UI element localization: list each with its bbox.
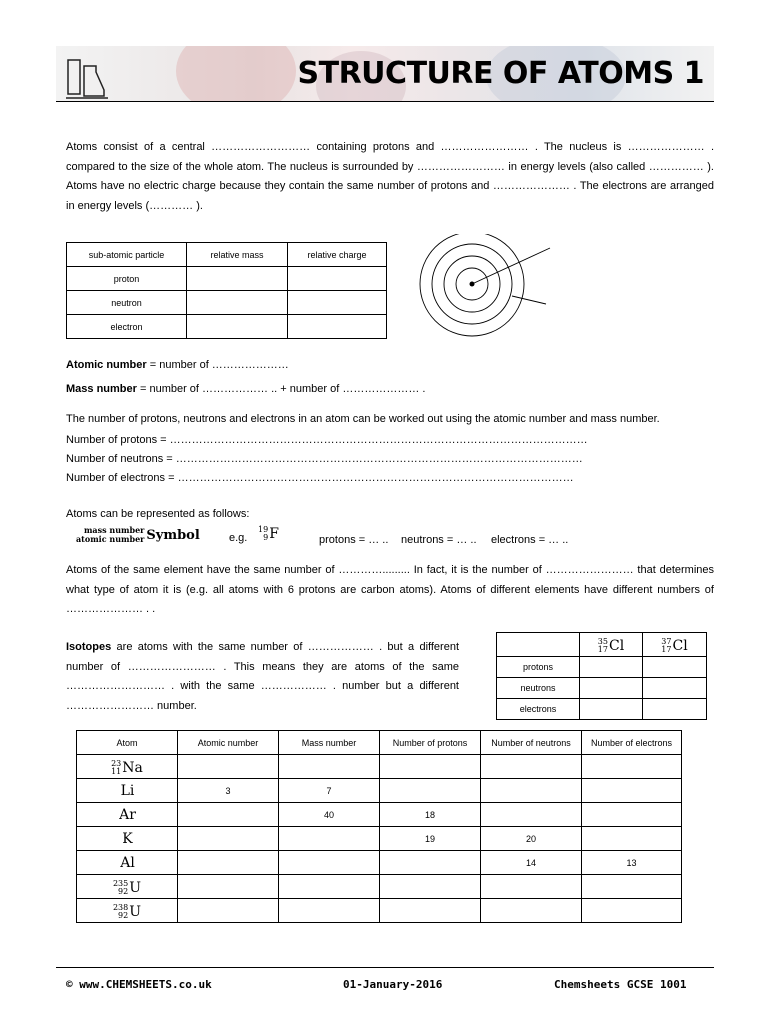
nuclide-symbol: F bbox=[269, 526, 279, 542]
mass-number-caption: mass number bbox=[83, 525, 145, 535]
page-title: STRUCTURE OF ATOMS 1 bbox=[297, 56, 704, 91]
answer-cell[interactable] bbox=[178, 875, 279, 899]
answer-cell[interactable] bbox=[279, 755, 380, 779]
table-row bbox=[67, 267, 387, 291]
answer-cell[interactable] bbox=[481, 803, 582, 827]
table-row bbox=[67, 315, 387, 339]
answer-cell[interactable] bbox=[481, 779, 582, 803]
nuclide-mass: 35 bbox=[597, 636, 608, 646]
isotopes-label: Isotopes bbox=[66, 641, 112, 653]
table-corner bbox=[497, 633, 580, 657]
working-out-intro: The number of protons, neutrons and electrons in an atom can be worked out using the atomic number and mass number. bbox=[66, 413, 660, 425]
answer-cell[interactable] bbox=[380, 851, 481, 875]
atom-table bbox=[76, 730, 682, 923]
answer-cell[interactable] bbox=[481, 899, 582, 923]
fluorine-notation bbox=[258, 526, 279, 542]
table-header: Number of protons bbox=[380, 731, 481, 755]
answer-cell[interactable] bbox=[582, 779, 682, 803]
atom-cell bbox=[77, 755, 178, 779]
mass-number-label: Mass number bbox=[66, 383, 137, 395]
answer-cell[interactable] bbox=[580, 699, 643, 720]
eg-protons: protons = … .. bbox=[319, 534, 389, 546]
electrons-line: Number of electrons = ……………………………………………………………………………………………… bbox=[66, 472, 574, 484]
nuclide-atomic: 17 bbox=[661, 644, 672, 654]
answer-cell[interactable] bbox=[279, 851, 380, 875]
intro-paragraph: Atoms consist of a central ……………………… containing protons and …………………… . The nucleus is ………………… . compared to the size of the whole atom. The nucleus is surrounded by …………………… in energy levels (also called …………… ). Atoms have no electric charge because they contain the same number of protons and ………………… . The electrons are arranged in energy levels (………… ). bbox=[66, 141, 714, 212]
answer-cell[interactable] bbox=[580, 657, 643, 678]
isotopes-paragraph bbox=[66, 638, 459, 716]
nuclide-mass: 238 bbox=[112, 902, 129, 912]
answer-cell[interactable] bbox=[178, 851, 279, 875]
answer-cell[interactable] bbox=[481, 875, 582, 899]
answer-cell[interactable] bbox=[643, 678, 707, 699]
value-cell: 40 bbox=[279, 803, 380, 827]
table-row bbox=[77, 779, 682, 803]
nuclide-symbol: Na bbox=[122, 759, 143, 776]
element-paragraph: Atoms of the same element have the same number of …………......... In fact, it is the number of …………………… that determines what type of atom it is (e.g. all atoms with 6 protons are carbon atoms). Atoms of different elements have different numbers of ………………… . . bbox=[66, 564, 714, 615]
footer-rule bbox=[56, 967, 714, 968]
table-header: Number of neutrons bbox=[481, 731, 582, 755]
mass-number-definition bbox=[66, 383, 425, 395]
answer-cell[interactable] bbox=[380, 755, 481, 779]
answer-cell[interactable] bbox=[187, 267, 288, 291]
nuclide-mass: 23 bbox=[111, 758, 122, 768]
nuclide-atomic: 92 bbox=[118, 910, 129, 920]
footer-date: 01-January-2016 bbox=[343, 978, 443, 991]
answer-cell[interactable] bbox=[582, 803, 682, 827]
atom-cell bbox=[77, 803, 178, 827]
atomic-number-definition bbox=[66, 359, 289, 371]
nuclide-atomic: 11 bbox=[111, 766, 122, 776]
table-header: Mass number bbox=[279, 731, 380, 755]
value-cell: 14 bbox=[481, 851, 582, 875]
subatomic-table bbox=[66, 242, 387, 339]
answer-cell[interactable] bbox=[582, 827, 682, 851]
table-row bbox=[67, 291, 387, 315]
atom-cell bbox=[77, 875, 178, 899]
value-cell: 13 bbox=[582, 851, 682, 875]
answer-cell[interactable] bbox=[580, 678, 643, 699]
atom-cell bbox=[77, 899, 178, 923]
neutrons-line: Number of neutrons = ………………………………………………………………………………………………… bbox=[66, 453, 583, 465]
atomic-number-caption: atomic number bbox=[76, 534, 145, 544]
table-header: relative mass bbox=[187, 243, 288, 267]
nuclide-symbol: Cl bbox=[672, 637, 688, 654]
nuclide-atomic: 9 bbox=[263, 533, 269, 542]
table-row bbox=[497, 678, 707, 699]
answer-cell[interactable] bbox=[582, 875, 682, 899]
answer-cell[interactable] bbox=[481, 755, 582, 779]
mass-number-text: = number of ……………… .. + number of ………………… . bbox=[136, 383, 426, 395]
table-row bbox=[497, 699, 707, 720]
lab-glassware-icon bbox=[62, 52, 112, 102]
nuclide-symbol: U bbox=[129, 903, 142, 920]
answer-cell[interactable] bbox=[643, 657, 707, 678]
answer-cell[interactable] bbox=[187, 291, 288, 315]
answer-cell[interactable] bbox=[178, 755, 279, 779]
table-header: relative charge bbox=[288, 243, 387, 267]
answer-cell[interactable] bbox=[288, 267, 387, 291]
answer-cell[interactable] bbox=[279, 827, 380, 851]
eg-neutrons: neutrons = … .. bbox=[401, 534, 477, 546]
row-label: electron bbox=[67, 315, 187, 339]
answer-cell[interactable] bbox=[288, 315, 387, 339]
answer-cell[interactable] bbox=[582, 755, 682, 779]
eg-label: e.g. bbox=[229, 532, 248, 544]
nuclide-atomic: 92 bbox=[118, 886, 129, 896]
notation-general bbox=[76, 526, 200, 544]
symbol-caption: Symbol bbox=[146, 527, 200, 543]
answer-cell[interactable] bbox=[582, 899, 682, 923]
answer-cell[interactable] bbox=[380, 899, 481, 923]
table-row bbox=[77, 899, 682, 923]
table-row bbox=[497, 657, 707, 678]
answer-cell[interactable] bbox=[288, 291, 387, 315]
nuclide-symbol: Cl bbox=[608, 637, 625, 654]
value-cell: 18 bbox=[380, 803, 481, 827]
answer-cell[interactable] bbox=[279, 899, 380, 923]
nuclide-symbol: Li bbox=[120, 782, 135, 799]
table-row bbox=[77, 875, 682, 899]
row-label: electrons bbox=[497, 699, 580, 720]
atom-cell bbox=[77, 779, 178, 803]
chlorine-isotopes-table bbox=[496, 632, 707, 720]
row-label: neutron bbox=[67, 291, 187, 315]
answer-cell[interactable] bbox=[178, 827, 279, 851]
atomic-number-text: = number of ………………… bbox=[146, 359, 289, 371]
answer-cell[interactable] bbox=[178, 803, 279, 827]
nuclide-symbol: Al bbox=[120, 854, 135, 871]
atom-cell bbox=[77, 827, 178, 851]
value-cell: 3 bbox=[178, 779, 279, 803]
nuclide-mass: 37 bbox=[661, 636, 672, 646]
nuclide-symbol: U bbox=[129, 879, 142, 896]
table-row bbox=[77, 755, 682, 779]
answer-cell[interactable] bbox=[643, 699, 707, 720]
isotopes-text: are atoms with the same number of ……………… . but a different number of …………………… . This means they are atoms of the same ……………………… . with the same ……………… . number but a different …………………… number. bbox=[66, 641, 459, 712]
header-rule bbox=[56, 101, 714, 102]
answer-cell[interactable] bbox=[178, 899, 279, 923]
table-row bbox=[77, 803, 682, 827]
cl35-header bbox=[580, 633, 643, 657]
answer-cell[interactable] bbox=[279, 875, 380, 899]
nuclide-mass: 19 bbox=[258, 525, 269, 534]
atomic-number-label: Atomic number bbox=[66, 359, 147, 371]
table-row bbox=[77, 827, 682, 851]
table-header: Atomic number bbox=[178, 731, 279, 755]
table-header: sub-atomic particle bbox=[67, 243, 187, 267]
atom-cell bbox=[77, 851, 178, 875]
nuclide-atomic: 17 bbox=[597, 644, 608, 654]
answer-cell[interactable] bbox=[380, 779, 481, 803]
table-header: Number of electrons bbox=[582, 731, 682, 755]
footer-sheet-id: Chemsheets GCSE 1001 bbox=[554, 978, 687, 991]
value-cell: 7 bbox=[279, 779, 380, 803]
table-header: Atom bbox=[77, 731, 178, 755]
cl37-header bbox=[643, 633, 707, 657]
atom-shells-icon bbox=[418, 234, 558, 344]
nuclide-symbol: Ar bbox=[119, 806, 136, 823]
protons-line: Number of protons = …………………………………………………………………………………………………… bbox=[66, 434, 588, 446]
eg-electrons: electrons = … .. bbox=[491, 534, 569, 546]
value-cell: 20 bbox=[481, 827, 582, 851]
answer-cell[interactable] bbox=[187, 315, 288, 339]
nuclide-symbol: K bbox=[122, 830, 133, 847]
table-row bbox=[77, 851, 682, 875]
nuclide-mass: 235 bbox=[112, 878, 129, 888]
value-cell: 19 bbox=[380, 827, 481, 851]
answer-cell[interactable] bbox=[380, 875, 481, 899]
row-label: protons bbox=[497, 657, 580, 678]
footer-website: © www.CHEMSHEETS.co.uk bbox=[66, 978, 212, 991]
row-label: neutrons bbox=[497, 678, 580, 699]
representation-intro: Atoms can be represented as follows: bbox=[66, 508, 250, 520]
row-label: proton bbox=[67, 267, 187, 291]
